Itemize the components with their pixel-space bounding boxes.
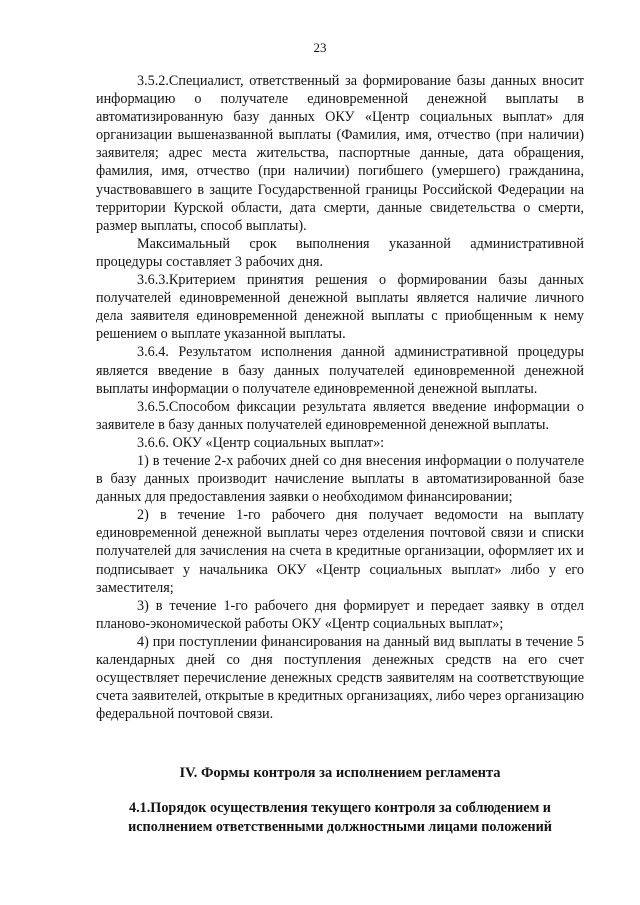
subsection-heading: 4.1.Порядок осуществления текущего контроля за соблюдением и исполнением ответственными должностными лицами положений [128, 800, 552, 835]
paragraph-max-term: Максимальный срок выполнения указанной административной процедуры составляет 3 рабочих дня. [96, 235, 584, 270]
page-number: 23 [313, 40, 327, 55]
list-item-4: 4) при поступлении финансирования на данный вид выплаты в течение 5 календарных дней со дня поступления денежных средств на его счет осуществляет перечисление денежных средств заявителям на соответствующие счета заявителей, открытые в кредитных организациях, либо через организацию федеральной почтовой связи. [96, 633, 584, 723]
paragraph-3-5-2: 3.5.2.Специалист, ответственный за формирование базы данных вносит информацию о получателе единовременной денежной выплаты в автоматизированную базу данных ОКУ «Центр социальных выплат» для организации вышеназванной выплаты (Фамилия, имя, отчество (при наличии) заявителя; адрес места жительства, паспортные данные, дата обращения, фамилия, имя, отчество (при наличии) погибшего (умершего) гражданина, участвовавшего в защите Государственной границы Российской Федерации на территории Курской области, дата смерти, данные свидетельства о смерти, размер выплаты, способ выплаты). [96, 73, 584, 234]
list-item-1: 1) в течение 2-х рабочих дней со дня внесения информации о получателе в базу данных производит начисление выплаты в автоматизированной базе данных для предоставления заявки о необходимом финансировании; [96, 452, 584, 506]
section-heading: IV. Формы контроля за исполнением регламента [179, 765, 501, 781]
paragraph-3-6-3: 3.6.3.Критерием принятия решения о формировании базы данных получателей единовременной денежной выплаты является наличие личного дела заявителя единовременной денежной выплаты с приобщенным к нему решением о выплате указанной выплаты. [96, 272, 584, 343]
list-item-2: 2) в течение 1-го рабочего дня получает ведомости на выплату единовременной денежной выплаты через отделения почтовой связи и списки получателей для зачисления на счета в кредитные организации, оформляет их и подписывает у начальника ОКУ «Центр социальных выплат» либо у его заместителя; [96, 507, 584, 596]
paragraph-3-6-4: 3.6.4. Результатом исполнения данной административной процедуры является введение в базу данных получателей единовременной денежной выплаты информации о получателе единовременной денежной выплаты. [96, 344, 584, 397]
paragraph-3-6-6: 3.6.6. ОКУ «Центр социальных выплат»: [137, 434, 385, 451]
list-item-3: 3) в течение 1-го рабочего дня формирует и передает заявку в отдел планово-экономической работы ОКУ «Центр социальных выплат»; [96, 597, 584, 632]
body-text [96, 72, 584, 723]
paragraph-3-6-5: 3.6.5.Способом фиксации результата является введение информации о заявителе в базу данных получателей единовременной денежной выплаты. [96, 398, 584, 433]
